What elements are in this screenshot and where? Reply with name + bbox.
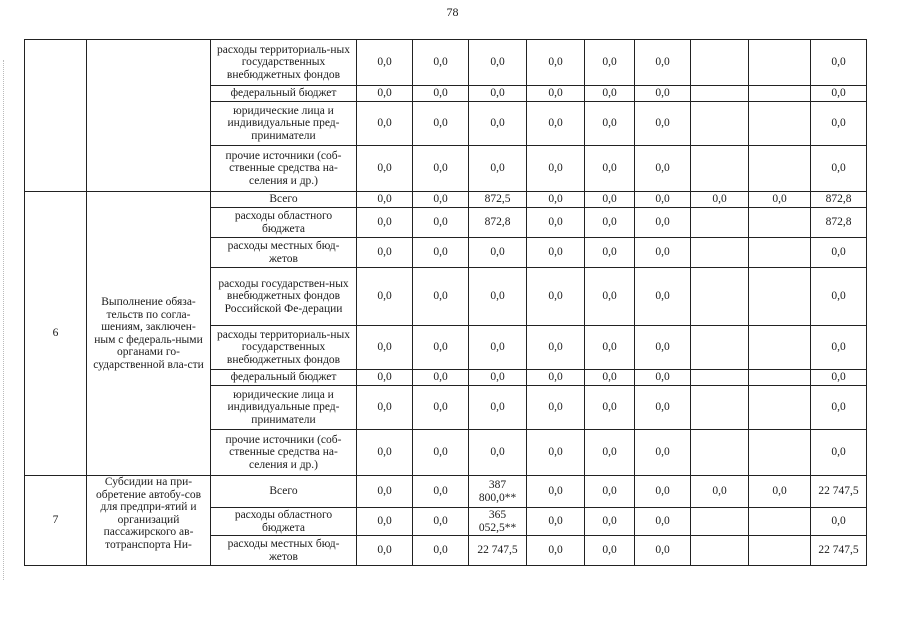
funding-source-cell: федеральный бюджет [211, 86, 357, 102]
value-cell: 0,0 [357, 268, 413, 326]
value-cell: 0,0 [469, 326, 527, 370]
value-cell: 0,0 [413, 476, 469, 508]
value-cell: 0,0 [635, 536, 691, 566]
value-cell: 0,0 [413, 238, 469, 268]
value-cell: 0,0 [527, 208, 585, 238]
value-cell: 22 747,5 [811, 536, 867, 566]
value-cell: 0,0 [469, 86, 527, 102]
value-cell: 0,0 [413, 326, 469, 370]
table-row [25, 192, 867, 208]
value-cell: 0,0 [413, 536, 469, 566]
value-cell: 0,0 [527, 536, 585, 566]
page-number: 78 [446, 5, 459, 19]
value-cell [691, 370, 749, 386]
value-cell: 0,0 [469, 102, 527, 146]
value-cell: 0,0 [413, 430, 469, 476]
funding-source-cell: прочие источники (соб-ственные средства на-селения и др.) [211, 146, 357, 192]
value-cell: 0,0 [811, 508, 867, 536]
value-cell: 0,0 [811, 146, 867, 192]
value-cell [749, 40, 811, 86]
value-cell: 0,0 [527, 508, 585, 536]
value-cell: 0,0 [635, 326, 691, 370]
value-cell: 0,0 [469, 268, 527, 326]
value-cell [749, 386, 811, 430]
value-cell: 0,0 [635, 102, 691, 146]
value-cell [691, 268, 749, 326]
value-cell: 0,0 [585, 508, 635, 536]
value-cell: 0,0 [691, 192, 749, 208]
value-cell [749, 102, 811, 146]
value-cell: 0,0 [635, 370, 691, 386]
value-cell: 0,0 [357, 40, 413, 86]
value-cell: 0,0 [357, 102, 413, 146]
value-cell: 0,0 [469, 238, 527, 268]
value-cell: 0,0 [811, 40, 867, 86]
value-cell: 0,0 [635, 430, 691, 476]
value-cell [749, 146, 811, 192]
value-cell: 0,0 [527, 370, 585, 386]
row-number-cell: 7 [25, 476, 87, 566]
value-cell [749, 268, 811, 326]
value-cell: 0,0 [469, 40, 527, 86]
budget-table [24, 39, 867, 566]
value-cell: 0,0 [357, 146, 413, 192]
value-cell: 0,0 [635, 208, 691, 238]
funding-source-cell: Всего [211, 476, 357, 508]
value-cell: 0,0 [635, 476, 691, 508]
value-cell [691, 326, 749, 370]
value-cell: 0,0 [585, 102, 635, 146]
value-cell: 0,0 [527, 386, 585, 430]
value-cell: 0,0 [585, 86, 635, 102]
value-cell [691, 508, 749, 536]
value-cell: 0,0 [413, 192, 469, 208]
value-cell: 0,0 [357, 536, 413, 566]
value-cell: 0,0 [357, 508, 413, 536]
value-cell: 872,5 [469, 192, 527, 208]
value-cell: 0,0 [585, 430, 635, 476]
value-cell [749, 508, 811, 536]
value-cell: 0,0 [635, 146, 691, 192]
value-cell: 0,0 [357, 238, 413, 268]
value-cell: 0,0 [635, 508, 691, 536]
value-cell [691, 430, 749, 476]
value-cell: 0,0 [469, 386, 527, 430]
value-cell: 0,0 [413, 268, 469, 326]
value-cell [691, 536, 749, 566]
value-cell: 0,0 [413, 386, 469, 430]
value-cell: 0,0 [749, 476, 811, 508]
value-cell: 0,0 [357, 430, 413, 476]
value-cell: 0,0 [811, 86, 867, 102]
value-cell: 0,0 [585, 536, 635, 566]
value-cell: 0,0 [635, 192, 691, 208]
value-cell [749, 86, 811, 102]
value-cell: 0,0 [585, 208, 635, 238]
value-cell: 872,8 [469, 208, 527, 238]
value-cell [749, 536, 811, 566]
value-cell: 0,0 [357, 208, 413, 238]
value-cell: 387 800,0** [469, 476, 527, 508]
value-cell: 22 747,5 [811, 476, 867, 508]
value-cell: 0,0 [811, 268, 867, 326]
value-cell: 0,0 [585, 40, 635, 86]
funding-source-cell: расходы территориаль-ных государственных внебюджетных фондов [211, 40, 357, 86]
value-cell: 0,0 [357, 386, 413, 430]
value-cell: 0,0 [811, 102, 867, 146]
funding-source-cell: прочие источники (соб-ственные средства на-селения и др.) [211, 430, 357, 476]
value-cell [749, 208, 811, 238]
value-cell: 0,0 [357, 476, 413, 508]
funding-source-cell: расходы государствен-ных внебюджетных фондов Российской Фе-дерации [211, 268, 357, 326]
measure-name-cell: Выполнение обяза-тельств по согла-шениям, заключен-ным с федераль-ными органами го-сударственной вла-сти [87, 192, 211, 476]
value-cell: 0,0 [691, 476, 749, 508]
value-cell: 0,0 [413, 40, 469, 86]
value-cell [749, 326, 811, 370]
value-cell: 0,0 [585, 192, 635, 208]
value-cell: 872,8 [811, 192, 867, 208]
value-cell: 0,0 [527, 476, 585, 508]
value-cell: 0,0 [585, 238, 635, 268]
table-body [25, 40, 867, 566]
value-cell [691, 386, 749, 430]
value-cell: 365 052,5** [469, 508, 527, 536]
value-cell [691, 40, 749, 86]
value-cell [749, 238, 811, 268]
value-cell: 0,0 [527, 146, 585, 192]
value-cell: 0,0 [635, 268, 691, 326]
measure-name-cell [87, 40, 211, 192]
value-cell: 0,0 [413, 86, 469, 102]
value-cell: 0,0 [413, 370, 469, 386]
value-cell: 0,0 [585, 268, 635, 326]
value-cell: 0,0 [811, 326, 867, 370]
value-cell: 0,0 [527, 238, 585, 268]
value-cell: 0,0 [635, 86, 691, 102]
value-cell: 0,0 [527, 86, 585, 102]
funding-source-cell: Всего [211, 192, 357, 208]
table-row [25, 476, 867, 508]
value-cell: 22 747,5 [469, 536, 527, 566]
value-cell: 0,0 [469, 430, 527, 476]
funding-source-cell: расходы областного бюджета [211, 508, 357, 536]
value-cell: 0,0 [749, 192, 811, 208]
value-cell: 0,0 [527, 268, 585, 326]
value-cell: 0,0 [635, 40, 691, 86]
funding-source-cell: федеральный бюджет [211, 370, 357, 386]
value-cell [749, 430, 811, 476]
value-cell: 0,0 [527, 40, 585, 86]
value-cell: 0,0 [357, 192, 413, 208]
value-cell: 0,0 [811, 430, 867, 476]
funding-source-cell: расходы территориаль-ных государственных внебюджетных фондов [211, 326, 357, 370]
value-cell: 0,0 [413, 508, 469, 536]
value-cell: 0,0 [585, 476, 635, 508]
value-cell: 0,0 [527, 192, 585, 208]
value-cell: 872,8 [811, 208, 867, 238]
value-cell: 0,0 [811, 370, 867, 386]
value-cell: 0,0 [585, 370, 635, 386]
value-cell: 0,0 [469, 146, 527, 192]
value-cell [691, 102, 749, 146]
value-cell: 0,0 [413, 146, 469, 192]
value-cell: 0,0 [357, 326, 413, 370]
funding-source-cell: расходы областного бюджета [211, 208, 357, 238]
value-cell: 0,0 [635, 386, 691, 430]
value-cell [691, 146, 749, 192]
funding-source-cell: юридические лица и индивидуальные пред-приниматели [211, 386, 357, 430]
value-cell: 0,0 [527, 326, 585, 370]
value-cell [691, 208, 749, 238]
value-cell [691, 86, 749, 102]
page-edge-dots [3, 60, 4, 580]
value-cell: 0,0 [811, 386, 867, 430]
table-row [25, 40, 867, 86]
funding-source-cell: расходы местных бюд-жетов [211, 536, 357, 566]
value-cell [691, 238, 749, 268]
value-cell: 0,0 [469, 370, 527, 386]
row-number-cell: 6 [25, 192, 87, 476]
value-cell: 0,0 [585, 386, 635, 430]
value-cell: 0,0 [413, 102, 469, 146]
value-cell: 0,0 [527, 430, 585, 476]
value-cell: 0,0 [585, 146, 635, 192]
value-cell: 0,0 [357, 86, 413, 102]
value-cell [749, 370, 811, 386]
value-cell: 0,0 [413, 208, 469, 238]
row-number-cell [25, 40, 87, 192]
funding-source-cell: расходы местных бюд-жетов [211, 238, 357, 268]
value-cell: 0,0 [357, 370, 413, 386]
value-cell: 0,0 [527, 102, 585, 146]
measure-name-cell: Субсидии на при-обретение автобу-сов для предпри-ятий и организаций пассажирского ав-тотранспорта Ни- [87, 476, 211, 566]
funding-source-cell: юридические лица и индивидуальные пред-приниматели [211, 102, 357, 146]
value-cell: 0,0 [585, 326, 635, 370]
value-cell: 0,0 [811, 238, 867, 268]
value-cell: 0,0 [635, 238, 691, 268]
